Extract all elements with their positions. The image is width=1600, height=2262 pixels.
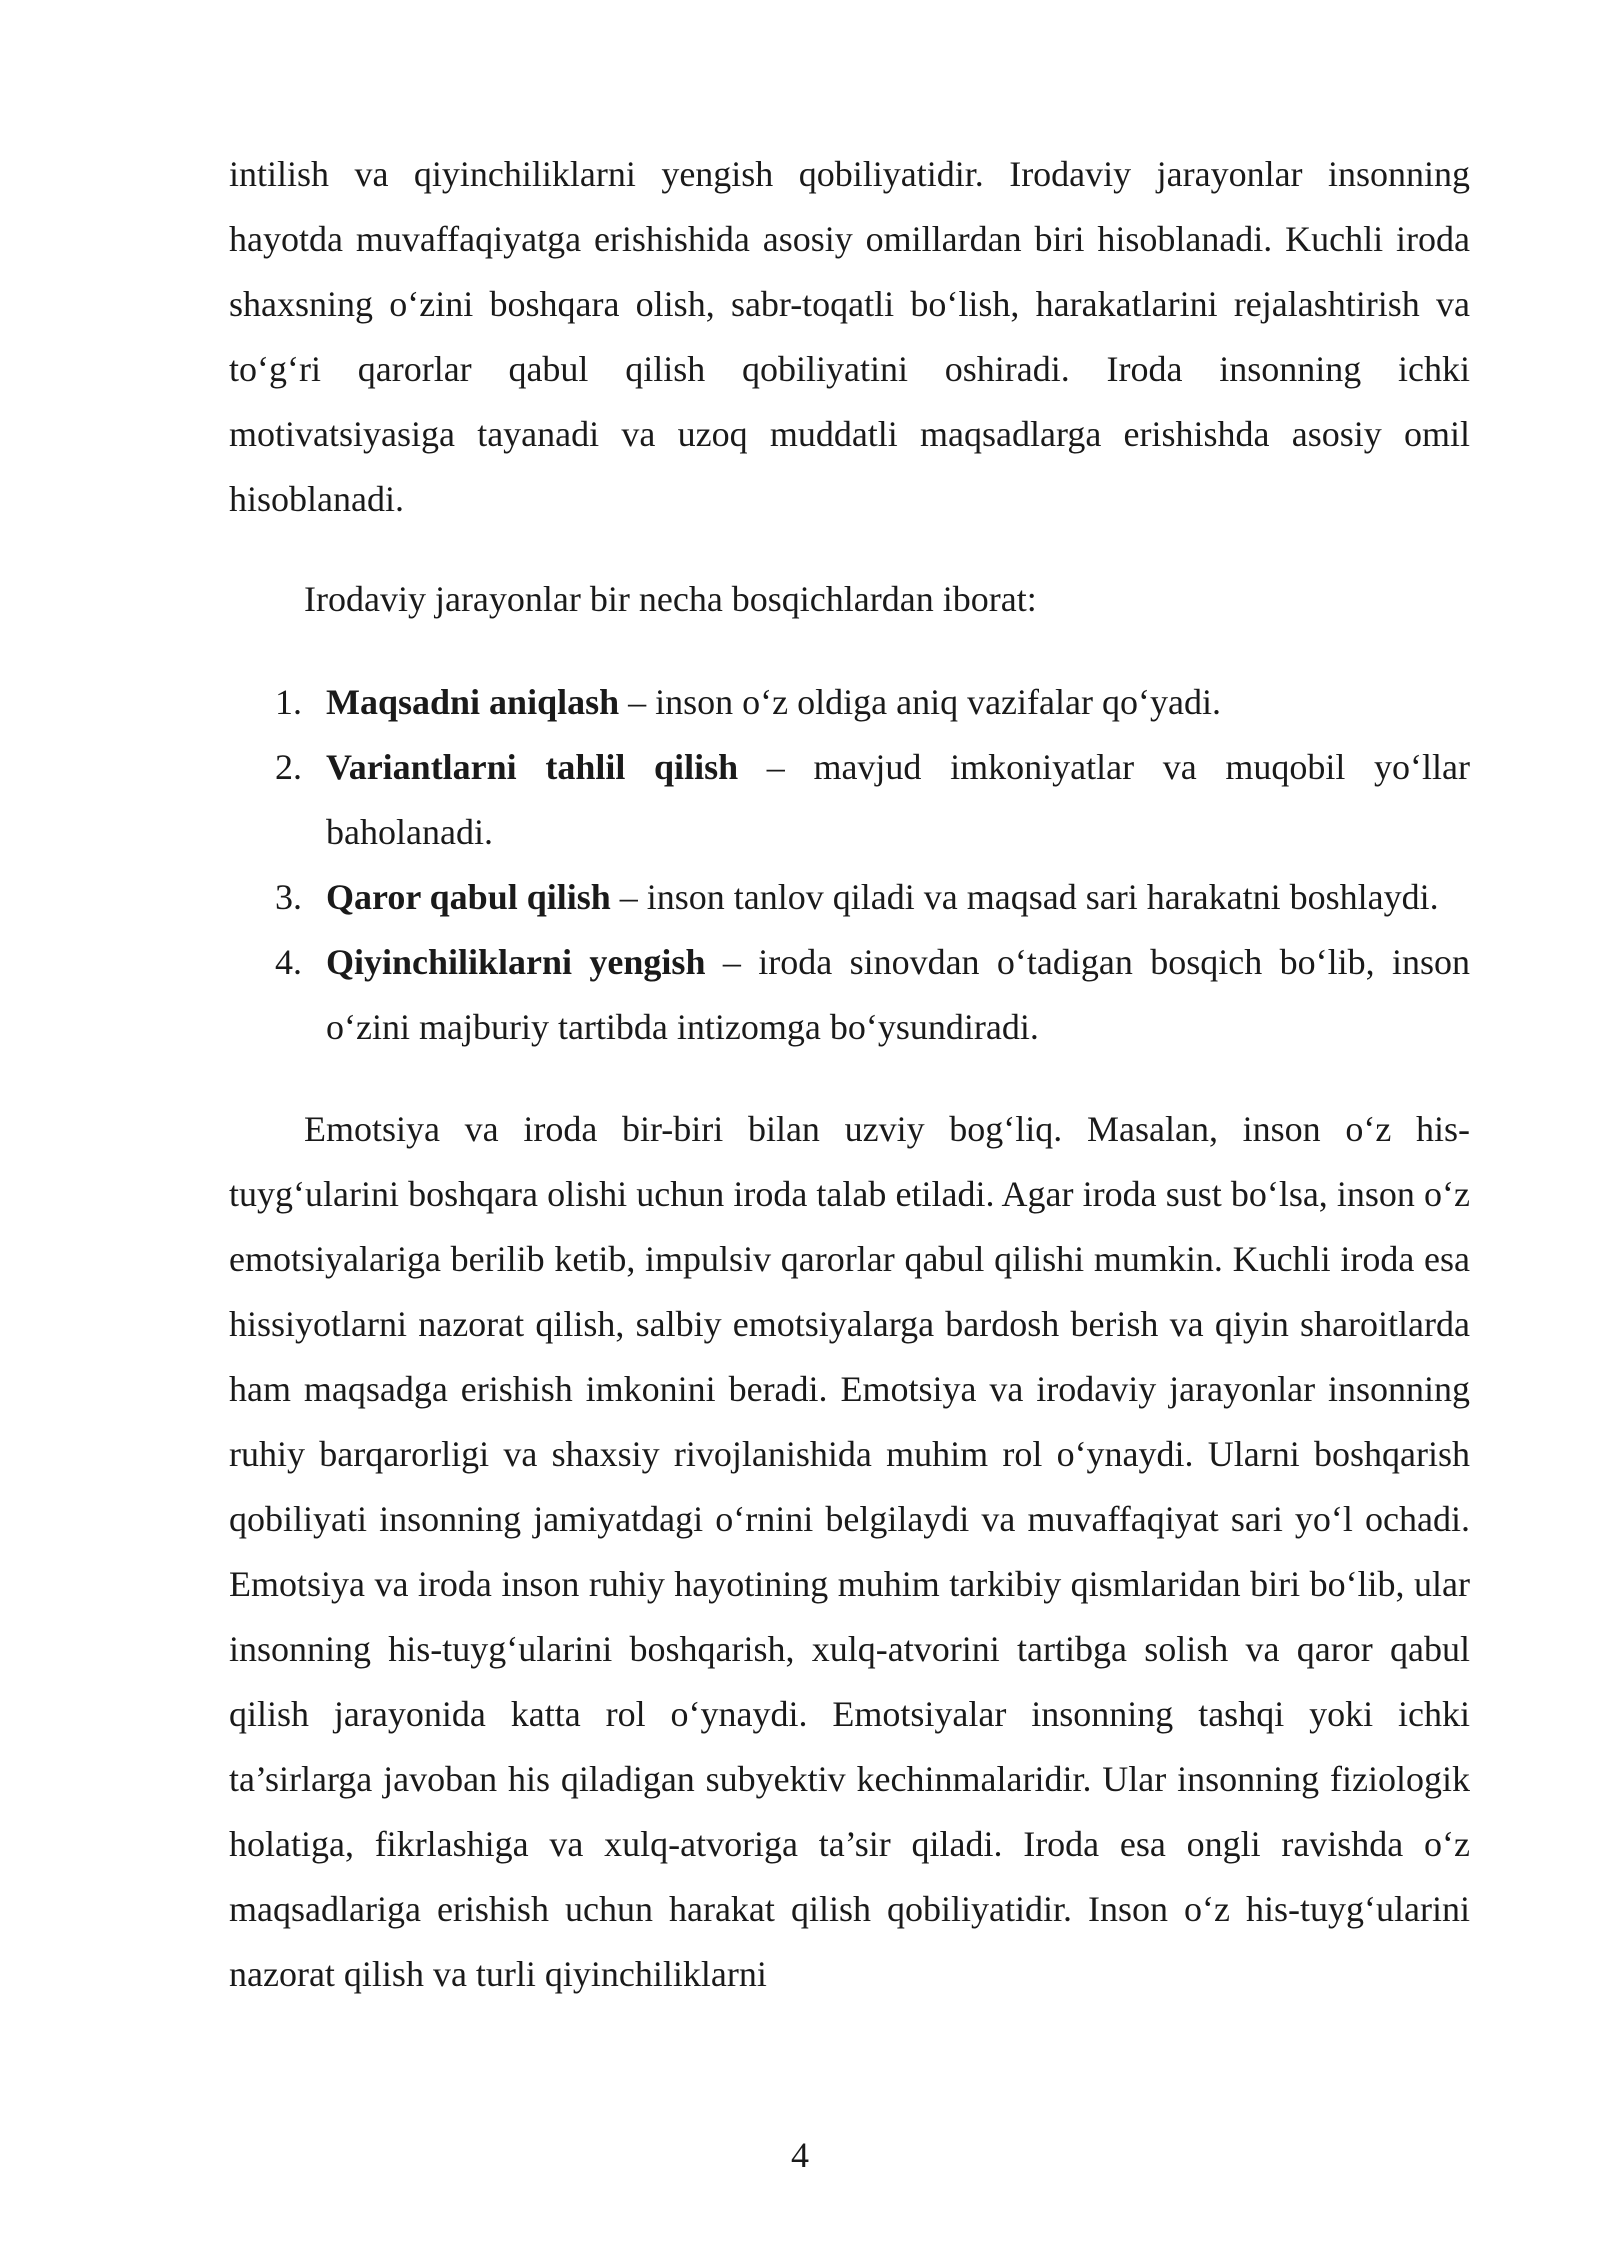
body-paragraph: Emotsiya va iroda bir-biri bilan uzviy bog‘liq. Masalan, inson o‘z his-tuyg‘ularini boshqara olishi uchun iroda talab etiladi. Agar iroda sust bo‘lsa, inson o‘z emotsiyalariga berilib ketib, impulsiv qarorlar qabul qilishi mumkin. Kuchli iroda esa hissiyotlarni nazorat qilish, salbiy emotsiyalarga bardosh berish va qiyin sharoitlarda ham maqsadga erishish imkonini beradi. Emotsiya va irodaviy jarayonlar insonning ruhiy barqarorligi va shaxsiy rivojlanishida muhim rol o‘ynaydi. Ularni boshqarish qobiliyati insonning jamiyatdagi o‘rnini belgilaydi va muvaffaqiyat sari yo‘l ochadi. Emotsiya va iroda inson ruhiy hayotining muhim tarkibiy qismlaridan biri bo‘lib, ular insonning his-tuyg‘ularini boshqarish, xulq-atvorini tartibga solish va qaror qabul qilish jarayonida katta rol o‘ynaydi. Emotsiyalar insonning tashqi yoki ichki ta’sirlarga javoban his qiladigan subyektiv kechinmalaridir. Ular insonning fiziologik holatiga, fikrlashiga va xulq-atvoriga ta’sir qiladi. Iroda esa ongli ravishda o‘z maqsadlariga erishish uchun harakat qilish qobiliyatidir. Inson o‘z his-tuyg‘ularini nazorat qilish va turli qiyinchiliklarni — [229, 1109, 1470, 1994]
list-item-number: 3. — [275, 877, 302, 917]
list-item-term: Qaror qabul qilish — [326, 877, 611, 917]
list-item-number: 1. — [275, 682, 302, 722]
list-item — [229, 865, 1470, 930]
list-item — [229, 670, 1470, 735]
document-page — [229, 142, 1470, 2007]
steps-intro: Irodaviy jarayonlar bir necha bosqichlardan iborat: — [304, 579, 1037, 619]
steps-list — [229, 670, 1470, 1060]
list-item — [229, 930, 1470, 1060]
list-item-text: – inson o‘z oldiga aniq vazifalar qo‘yadi. — [619, 682, 1221, 722]
list-item-term: Variantlarni tahlil qilish — [326, 747, 739, 787]
list-item-number: 4. — [275, 942, 302, 982]
list-item-text: – iroda sinovdan o‘tadigan bosqich bo‘lib, inson o‘zini majburiy tartibda intizomga bo‘ysundiradi. — [326, 942, 1470, 1047]
list-item-term: Maqsadni aniqlash — [326, 682, 620, 722]
page-number: 4 — [791, 2135, 809, 2175]
list-item-text: – mavjud imkoniyatlar va muqobil yo‘llar baholanadi. — [326, 747, 1470, 852]
body-paragraph: intilish va qiyinchiliklarni yengish qobiliyatidir. Irodaviy jarayonlar insonning hayotda muvaffaqiyatga erishishida asosiy omillardan biri hisoblanadi. Kuchli iroda shaxsning o‘zini boshqara olish, sabr-toqatli bo‘lish, harakatlarini rejalashtirish va to‘g‘ri qarorlar qabul qilish qobiliyatini oshiradi. Iroda insonning ichki motivatsiyasiga tayanadi va uzoq muddatli maqsadlarga erishishda asosiy omil hisoblanadi. — [229, 154, 1470, 519]
list-item-number: 2. — [275, 747, 302, 787]
list-item-term: Qiyinchiliklarni yengish — [326, 942, 706, 982]
list-item-text: – inson tanlov qiladi va maqsad sari harakatni boshlaydi. — [610, 877, 1439, 917]
list-item — [229, 735, 1470, 865]
